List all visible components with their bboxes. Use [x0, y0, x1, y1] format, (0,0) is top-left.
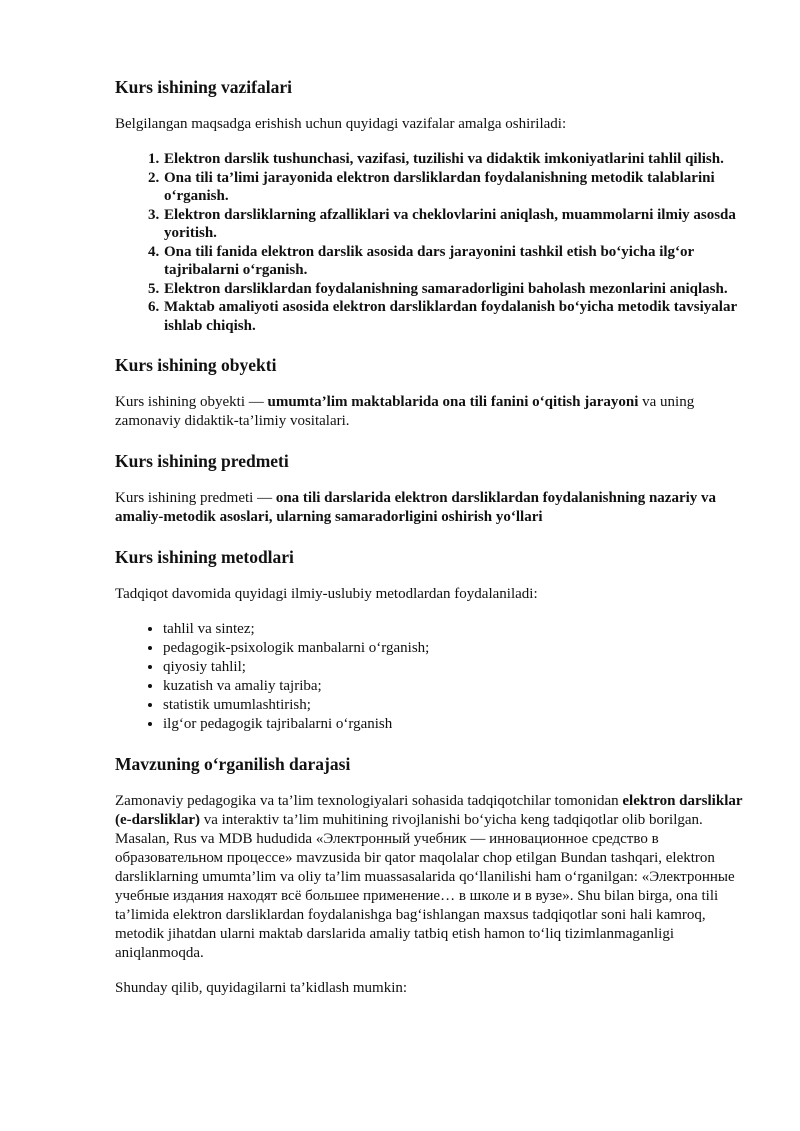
- degree-text-start: Zamonaviy pedagogika va ta’lim texnologiyalari sohasida tadqiqotchilar tomonidan: [115, 793, 623, 809]
- object-text-start: Kurs ishining obyekti —: [115, 394, 268, 410]
- task-item: 3. Elektron darsliklarning afzalliklari va cheklovlarini aniqlash, muammolarni ilmiy asosda yoritish.: [163, 206, 743, 243]
- document-page: [115, 76, 743, 998]
- method-item: • statistik umumlashtirish;: [163, 696, 743, 715]
- task-item: 6. Maktab amaliyoti asosida elektron darsliklardan foydalanish bo‘yicha metodik tavsiyalar ishlab chiqish.: [163, 298, 743, 335]
- object-heading: Kurs ishining obyekti: [115, 355, 277, 375]
- subject-text-start: Kurs ishining predmeti —: [115, 490, 276, 506]
- degree-summary: Shunday qilib, quyidagilarni ta’kidlash mumkin:: [115, 980, 408, 996]
- method-item: • qiyosiy tahlil;: [163, 658, 743, 677]
- object-paragraph: [115, 393, 743, 431]
- method-item: • kuzatish va amaliy tajriba;: [163, 677, 743, 696]
- object-text-bold: umumta’lim maktablarida ona tili fanini o‘qitish jarayoni: [267, 394, 639, 410]
- method-item: • ilg‘or pedagogik tajribalarni o‘rganish: [163, 715, 743, 734]
- methods-intro: Tadqiqot davomida quyidagi ilmiy-uslubiy metodlardan foydalaniladi:: [115, 586, 538, 602]
- subject-paragraph: [115, 489, 743, 527]
- degree-text-end: va interaktiv ta’lim muhitining rivojlanishi bo‘yicha keng tadqiqotlar olib borilgan. Masalan, Rus va MDB hududida «Электронный учебник — инновационное средство в образовательном процессе» mavzusida bir qator maqolalar chop etilgan Bundan tashqari, elektron darsliklarning umumta’lim va oliy ta’lim muassasalarida qo‘llanilishi ham o‘rganilgan: «Электронные учебные издания находят всё большее применение… в школе и в вузе». Shu bilan birga, ona tili ta’limida elektron darsliklardan foydalanishga bag‘ishlangan maxsus tadqiqotlar soni hali kamroq, metodik jihatdan ularni maktab darslarida amaliy tatbiq etish hamon to‘liq tizimlanmaganligi aniqlanmoqda.: [115, 812, 735, 961]
- object-text-end: va uning zamonaviy didaktik-ta’limiy vositalari.: [115, 394, 695, 429]
- task-item: 4. Ona tili fanida elektron darslik asosida dars jarayonini tashkil etish bo‘yicha ilg‘or tajribalarni o‘rganish.: [163, 243, 743, 280]
- subject-heading: Kurs ishining predmeti: [115, 451, 289, 471]
- degree-heading: Mavzuning o‘rganilish darajasi: [115, 754, 351, 774]
- tasks-heading: Kurs ishining vazifalari: [115, 77, 292, 97]
- degree-text-bold: elektron darsliklar (e-darsliklar): [115, 793, 743, 828]
- tasks-intro: Belgilangan maqsadga erishish uchun quyidagi vazifalar amalga oshiriladi:: [115, 116, 567, 132]
- method-item: • tahlil va sintez;: [163, 620, 743, 639]
- method-item: • pedagogik-psixologik manbalarni o‘rganish;: [163, 639, 743, 658]
- task-item: 2. Ona tili ta’limi jarayonida elektron darsliklardan foydalanishning metodik talablarini o‘rganish.: [163, 169, 743, 206]
- degree-paragraph: [115, 792, 743, 963]
- subject-text-bold: ona tili darslarida elektron darsliklardan foydalanishning nazariy va amaliy-metodik asoslari, ularning samaradorligini oshirish yo‘llari: [115, 490, 717, 525]
- tasks-list: [115, 150, 743, 335]
- methods-list: [115, 620, 743, 734]
- methods-heading: Kurs ishining metodlari: [115, 547, 294, 567]
- task-item: 1. Elektron darslik tushunchasi, vazifasi, tuzilishi va didaktik imkoniyatlarini tahlil qilish.: [163, 150, 743, 169]
- task-item: 5. Elektron darsliklardan foydalanishning samaradorligini baholash mezonlarini aniqlash.: [163, 280, 743, 299]
